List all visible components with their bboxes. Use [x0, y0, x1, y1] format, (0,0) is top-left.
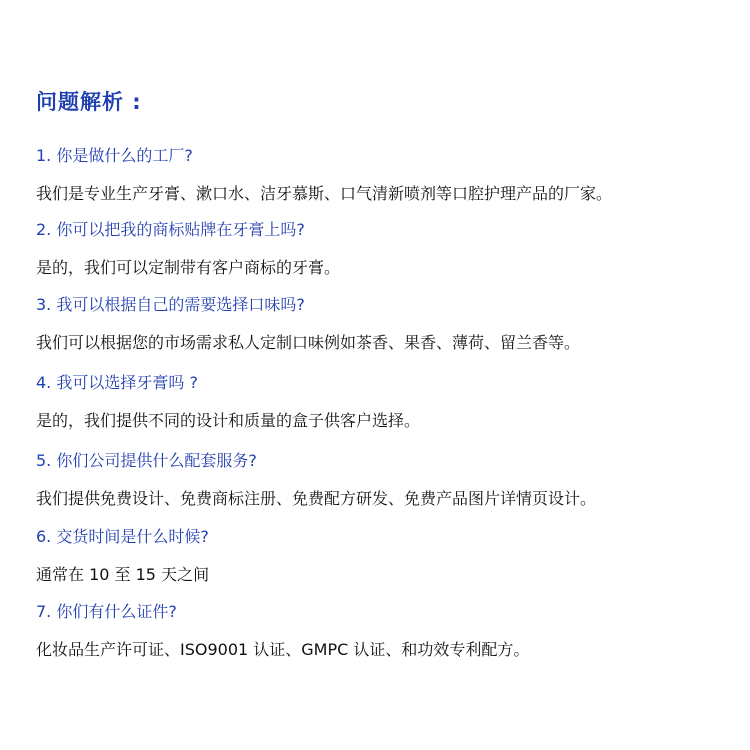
faq-item-2: [36, 219, 736, 279]
faq-question-5: 5. 你们公司提供什么配套服务?: [36, 451, 257, 470]
faq-question-7: 7. 你们有什么证件?: [36, 602, 177, 621]
faq-answer-6: 通常在 10 至 15 天之间: [36, 565, 210, 584]
page-title: 问题解析 :: [36, 90, 142, 114]
faq-answer-2: 是的，我们可以定制带有客户商标的牙膏。: [36, 258, 341, 277]
faq-item-6: [36, 526, 736, 586]
faq-item-5: [36, 450, 736, 510]
faq-answer-4: 是的，我们提供不同的设计和质量的盒子供客户选择。: [36, 411, 421, 430]
faq-answer-7: 化妆品生产许可证、ISO9001 认证、GMPC 认证、和功效专利配方。: [36, 640, 530, 659]
faq-item-3: [36, 294, 736, 354]
faq-question-2: 2. 你可以把我的商标贴牌在牙膏上吗?: [36, 220, 305, 239]
faq-question-3: 3. 我可以根据自己的需要选择口味吗?: [36, 295, 305, 314]
faq-answer-5: 我们提供免费设计、免费商标注册、免费配方研发、免费产品图片详情页设计。: [36, 489, 597, 508]
faq-answer-1: 我们是专业生产牙膏、漱口水、洁牙慕斯、口气清新喷剂等口腔护理产品的厂家。: [36, 184, 613, 203]
faq-question-6: 6. 交货时间是什么时候?: [36, 527, 209, 546]
faq-item-4: [36, 372, 736, 432]
faq-item-1: [36, 145, 736, 205]
faq-answer-3: 我们可以根据您的市场需求私人定制口味例如茶香、果香、薄荷、留兰香等。: [36, 333, 581, 352]
faq-question-4: 4. 我可以选择牙膏吗 ?: [36, 373, 198, 392]
faq-question-1: 1. 你是做什么的工厂?: [36, 146, 193, 165]
faq-item-7: [36, 601, 736, 661]
